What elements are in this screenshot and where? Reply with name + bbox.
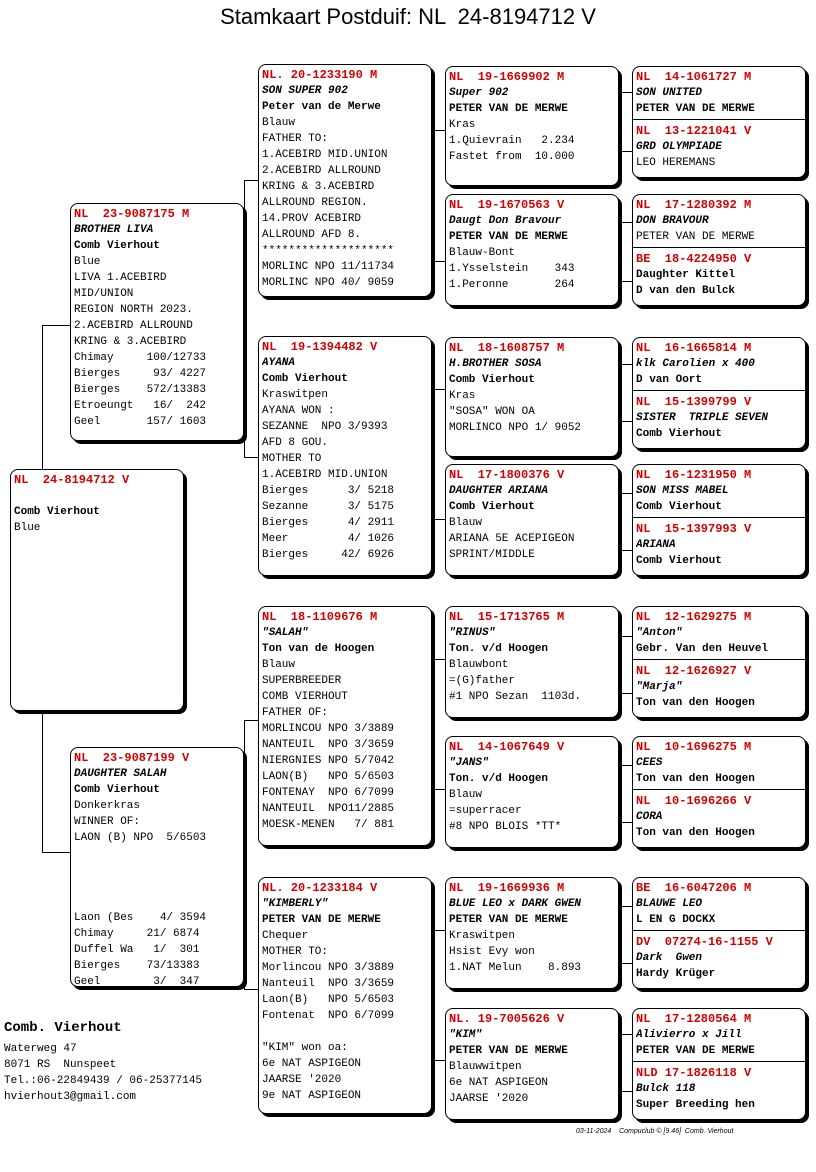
- info-line: MORLINCOU NPO 3/3889: [262, 723, 395, 735]
- owner: Comb Vierhout: [449, 501, 535, 513]
- info-line: 9e NAT ASPIGEON: [262, 1090, 362, 1102]
- info-line: Duffel Wa 1/ 301: [74, 944, 200, 956]
- info-line: WINNER OF:: [74, 816, 141, 828]
- pigeon-name: "Anton": [636, 627, 683, 639]
- info-line: Chequer: [262, 930, 309, 942]
- divider: [633, 390, 806, 391]
- info-line: 1.Peronne 264: [449, 279, 575, 291]
- owner: PETER VAN DE MERWE: [636, 231, 755, 243]
- owner: Comb Vierhout: [74, 784, 160, 796]
- divider: [633, 659, 806, 660]
- info-line: Chimay 21/ 6874: [74, 928, 200, 940]
- owner: Comb Vierhout: [262, 373, 348, 385]
- info-line: JAARSE '2020: [262, 1074, 342, 1086]
- pigeon-name: Dark Gwen: [636, 952, 703, 964]
- info-line: ARIANA 5E ACEPIGEON: [449, 533, 575, 545]
- info-line: KRING & 3.ACEBIRD: [262, 181, 375, 193]
- spacer-line: [14, 488, 183, 504]
- info-line: SUPERBREEDER: [262, 675, 342, 687]
- owner: Peter van de Merwe: [262, 101, 381, 113]
- info-line: Bierges 73/13383: [74, 960, 200, 972]
- ring-number: NL 23-9087175 M: [74, 207, 190, 221]
- info-line: Blauw: [449, 517, 483, 529]
- divider: [633, 1061, 806, 1062]
- breeder-name: Comb. Vierhout: [4, 1020, 122, 1036]
- info-line: Bierges 572/13383: [74, 384, 207, 396]
- ring-number: NL. 20-1233190 M: [262, 68, 378, 82]
- info-line: ALLROUND AFD 8.: [262, 229, 362, 241]
- info-line: AYANA WON :: [262, 405, 335, 417]
- info-line: [74, 894, 243, 910]
- ring-number: NL 14-1061727 M: [636, 70, 752, 84]
- owner: Ton. v/d Hoogen: [449, 643, 549, 655]
- info-line: ********************: [262, 245, 395, 257]
- subject-pigeon-card: [10, 469, 184, 711]
- ring-number: NL 12-1626927 V: [636, 664, 752, 678]
- ring-number: NL 13-1221041 V: [636, 124, 752, 138]
- info-line: 1.Ysselstein 343: [449, 263, 575, 275]
- sss-card: [445, 66, 619, 186]
- info-line: =(G)father: [449, 675, 516, 687]
- info-line: Sezanne 3/ 5175: [262, 501, 395, 513]
- info-line: LAON(B) NPO 5/6503: [262, 771, 395, 783]
- owner: PETER VAN DE MERWE: [449, 231, 568, 243]
- pigeon-name: Super 902: [449, 87, 509, 99]
- owner: L EN G DOCKX: [636, 914, 716, 926]
- ring-number: NLD 17-1826118 V: [636, 1066, 752, 1080]
- pigeon-name: Alivierro x Jill: [636, 1029, 742, 1041]
- pigeon-name: "Marja": [636, 681, 683, 693]
- pigeon-name: SISTER TRIPLE SEVEN: [636, 412, 769, 424]
- owner: PETER VAN DE MERWE: [636, 103, 755, 115]
- info-line: Laon(B) NPO 5/6503: [262, 994, 395, 1006]
- owner: Ton van den Hoogen: [636, 697, 755, 709]
- pigeon-name: "RINUS": [449, 627, 496, 639]
- pigeon-name: SON UNITED: [636, 87, 703, 99]
- ring-number: NL 10-1696275 M: [636, 740, 752, 754]
- ring-number: NL 15-1399799 V: [636, 395, 752, 409]
- owner: Ton van den Hoogen: [636, 827, 755, 839]
- owner: Gebr. Van den Heuvel: [636, 643, 769, 655]
- pigeon-name: CEES: [636, 757, 663, 769]
- info-line: Kraswitpen: [262, 389, 329, 401]
- ring-number: NL 17-1280392 M: [636, 198, 752, 212]
- color: Blue: [14, 522, 41, 534]
- pigeon-name: Bulck 118: [636, 1083, 696, 1095]
- pigeon-name: SON SUPER 902: [262, 85, 348, 97]
- info-line: Laon (Bes 4/ 3594: [74, 912, 207, 924]
- info-line: 6e NAT ASPIGEON: [262, 1058, 362, 1070]
- info-line: 6e NAT ASPIGEON: [449, 1077, 549, 1089]
- info-line: MORLINC NPO 11/11734: [262, 261, 395, 273]
- gen4-pair-card: [632, 66, 806, 178]
- ring-number: NL 23-9087199 V: [74, 751, 190, 765]
- pigeon-name: DAUGHTER SALAH: [74, 768, 167, 780]
- info-line: [262, 1024, 431, 1040]
- owner: D van den Bulck: [636, 285, 736, 297]
- pigeon-name: klk Carolien x 400: [636, 358, 755, 370]
- info-line: Bierges 42/ 6926: [262, 549, 395, 561]
- pigeon-name: AYANA: [262, 357, 296, 369]
- info-line: MORLINC NPO 40/ 9059: [262, 277, 395, 289]
- pigeon-name: BROTHER LIVA: [74, 224, 154, 236]
- info-line: JAARSE '2020: [449, 1093, 529, 1105]
- info-line: 1.ACEBIRD MID.UNION: [262, 149, 388, 161]
- owner: PETER VAN DE MERWE: [262, 914, 381, 926]
- owner: PETER VAN DE MERWE: [449, 914, 568, 926]
- info-line: "SOSA" WON OA: [449, 406, 535, 418]
- divider: [633, 930, 806, 931]
- ring-number: NL 19-1669936 M: [449, 881, 565, 895]
- info-line: 2.ACEBIRD ALLROUND: [74, 320, 193, 332]
- info-line: COMB VIERHOUT: [262, 691, 348, 703]
- info-line: Bierges 3/ 5218: [262, 485, 395, 497]
- pigeon-name: "JANS": [449, 757, 489, 769]
- ring-number: NL. 20-1233184 V: [262, 881, 378, 895]
- owner: PETER VAN DE MERWE: [449, 103, 568, 115]
- ring-number: NL 19-1670563 V: [449, 198, 565, 212]
- ring-number: NL 17-1280564 M: [636, 1012, 752, 1026]
- owner: Comb Vierhout: [636, 555, 722, 567]
- ring-number: NL 16-1665814 M: [636, 341, 752, 355]
- info-line: ALLROUND REGION.: [262, 197, 368, 209]
- info-line: LAON (B) NPO 5/6503: [74, 832, 207, 844]
- info-line: Blauw: [449, 789, 483, 801]
- info-line: REGION NORTH 2023.: [74, 304, 193, 316]
- info-line: #1 NPO Sezan 1103d.: [449, 691, 582, 703]
- info-line: MOTHER TO:: [262, 946, 329, 958]
- ring-number: NL 17-1800376 V: [449, 468, 565, 482]
- ring-number: NL 15-1713765 M: [449, 610, 565, 624]
- info-line: 1.NAT Melun 8.893: [449, 962, 582, 974]
- info-line: [74, 846, 243, 862]
- dam-sire-card: [258, 606, 432, 846]
- pigeon-name: "KIM": [449, 1029, 483, 1041]
- email: hvierhout3@gmail.com: [4, 1091, 137, 1103]
- info-line: KRING & 3.ACEBIRD: [74, 336, 187, 348]
- print-credit: 03-11-2024 Compuclub © [9.46] Comb. Vierhout: [576, 1128, 734, 1135]
- info-line: #8 NPO BLOIS *TT*: [449, 821, 562, 833]
- owner: D van Oort: [636, 374, 703, 386]
- info-line: [74, 878, 243, 894]
- info-line: NANTEUIL NPO 3/3659: [262, 739, 395, 751]
- owner: Hardy Krüger: [636, 968, 716, 980]
- info-line: MORLINCO NPO 1/ 9052: [449, 422, 582, 434]
- info-line: SPRINT/MIDDLE: [449, 549, 535, 561]
- owner: PETER VAN DE MERWE: [636, 1045, 755, 1057]
- ring-number: NL 24-8194712 V: [14, 473, 130, 487]
- info-line: "KIM" won oa:: [262, 1042, 348, 1054]
- gen4-pair-card: [632, 337, 806, 449]
- owner: Ton van den Hoogen: [636, 773, 755, 785]
- ring-number: NL 12-1629275 M: [636, 610, 752, 624]
- info-line: FATHER TO:: [262, 133, 329, 145]
- info-line: Geel 157/ 1603: [74, 416, 207, 428]
- ring-number: NL. 19-7005626 V: [449, 1012, 565, 1026]
- owner: LEO HEREMANS: [636, 157, 716, 169]
- owner: Super Breeding hen: [636, 1099, 755, 1111]
- info-line: Blauw: [262, 659, 296, 671]
- info-line: 1.ACEBIRD MID.UNION: [262, 469, 388, 481]
- info-line: [74, 862, 243, 878]
- owner: Comb Vierhout: [74, 240, 160, 252]
- ring-number: NL 16-1231950 M: [636, 468, 752, 482]
- info-line: Kras: [449, 390, 476, 402]
- ring-number: BE 16-6047206 M: [636, 881, 752, 895]
- info-line: Fontenat NPO 6/7099: [262, 1010, 395, 1022]
- ring-number: NL 19-1394482 V: [262, 340, 378, 354]
- pigeon-name: Daugt Don Bravour: [449, 215, 562, 227]
- info-line: =superracer: [449, 805, 522, 817]
- pigeon-name: ARIANA: [636, 539, 676, 551]
- gen4-pair-card: [632, 877, 806, 989]
- dds-card: [445, 877, 619, 989]
- ssd-card: [445, 194, 619, 306]
- info-line: AFD 8 GOU.: [262, 437, 329, 449]
- sire-card: [70, 203, 244, 441]
- info-line: 2.ACEBIRD ALLROUND: [262, 165, 381, 177]
- city: 8071 RS Nunspeet: [4, 1059, 117, 1071]
- info-line: Nanteuil NPO 3/3659: [262, 978, 395, 990]
- phone: Tel.:06-22849439 / 06-25377145: [4, 1075, 203, 1087]
- info-line: Bierges 93/ 4227: [74, 368, 207, 380]
- dss-card: [445, 606, 619, 718]
- info-line: FATHER OF:: [262, 707, 329, 719]
- owner: Comb Vierhout: [449, 374, 535, 386]
- gen4-pair-card: [632, 194, 806, 306]
- pigeon-name: GRD OLYMPIADE: [636, 141, 722, 153]
- info-line: FONTENAY NPO 6/7099: [262, 787, 395, 799]
- dsd-card: [445, 736, 619, 848]
- sds-card: [445, 337, 619, 457]
- info-line: Blauw-Bont: [449, 247, 516, 259]
- info-line: Blauw: [262, 117, 296, 129]
- info-line: 1.Quievrain 2.234: [449, 135, 575, 147]
- sire-sire-card: [258, 64, 432, 297]
- info-line: Fastet from 10.000: [449, 151, 575, 163]
- gen4-pair-card: [632, 606, 806, 718]
- ring-number: NL 15-1397993 V: [636, 522, 752, 536]
- pigeon-name: BLUE LEO x DARK GWEN: [449, 898, 582, 910]
- info-line: Meer 4/ 1026: [262, 533, 395, 545]
- gen4-pair-card: [632, 1008, 806, 1120]
- info-line: MOTHER TO: [262, 453, 322, 465]
- info-line: Kras: [449, 119, 476, 131]
- info-line: SEZANNE NPO 3/9393: [262, 421, 388, 433]
- info-line: Bierges 4/ 2911: [262, 517, 395, 529]
- ddd-card: [445, 1008, 619, 1120]
- info-line: Blue: [74, 256, 101, 268]
- info-line: Kraswitpen: [449, 930, 516, 942]
- pigeon-name: "SALAH": [262, 627, 309, 639]
- divider: [633, 517, 806, 518]
- dam-dam-card: [258, 877, 432, 1114]
- ring-number: NL 18-1608757 M: [449, 341, 565, 355]
- info-line: NIERGNIES NPO 5/7042: [262, 755, 395, 767]
- pigeon-name: "KIMBERLY": [262, 898, 329, 910]
- info-line: Blauwwitpen: [449, 1061, 522, 1073]
- breeder-contact: [4, 1018, 202, 1105]
- owner: Ton van de Hoogen: [262, 643, 375, 655]
- gen4-pair-card: [632, 736, 806, 848]
- info-line: NANTEUIL NPO11/2885: [262, 803, 395, 815]
- pigeon-name: H.BROTHER SOSA: [449, 358, 542, 370]
- address: Waterweg 47: [4, 1043, 77, 1055]
- owner: Comb Vierhout: [636, 428, 722, 440]
- owner: PETER VAN DE MERWE: [449, 1045, 568, 1057]
- ring-number: BE 18-4224950 V: [636, 252, 752, 266]
- divider: [633, 247, 806, 248]
- owner: Comb Vierhout: [636, 501, 722, 513]
- pigeon-name: DAUGHTER ARIANA: [449, 485, 549, 497]
- divider: [633, 119, 806, 120]
- page-title: Stamkaart Postduif: NL 24-8194712 V: [220, 4, 596, 29]
- info-line: LIVA 1.ACEBIRD: [74, 272, 167, 284]
- ring-number: NL 18-1109676 M: [262, 610, 378, 624]
- info-line: MOESK-MENEN 7/ 881: [262, 819, 395, 831]
- info-line: Etroeungt 16/ 242: [74, 400, 207, 412]
- pigeon-name: CORA: [636, 811, 663, 823]
- ring-number: NL 19-1669902 M: [449, 70, 565, 84]
- info-line: MID/UNION: [74, 288, 134, 300]
- info-line: Donkerkras: [74, 800, 141, 812]
- ring-number: NL 10-1696266 V: [636, 794, 752, 808]
- pigeon-name: SON MISS MABEL: [636, 485, 729, 497]
- ring-number: NL 14-1067649 V: [449, 740, 565, 754]
- owner: Comb Vierhout: [14, 506, 100, 518]
- owner: Ton. v/d Hoogen: [449, 773, 549, 785]
- info-line: 14.PROV ACEBIRD: [262, 213, 362, 225]
- pigeon-name: Daughter Kittel: [636, 269, 736, 281]
- dam-card: [70, 747, 244, 987]
- sdd-card: [445, 464, 619, 576]
- ring-number: DV 07274-16-1155 V: [636, 935, 773, 949]
- divider: [633, 789, 806, 790]
- pigeon-name: BLAUWE LEO: [636, 898, 703, 910]
- info-line: Blauwbont: [449, 659, 509, 671]
- sire-dam-card: [258, 336, 432, 576]
- pigeon-name: DON BRAVOUR: [636, 215, 709, 227]
- info-line: Chimay 100/12733: [74, 352, 207, 364]
- gen4-pair-card: [632, 464, 806, 576]
- info-line: Geel 3/ 347: [74, 976, 200, 987]
- info-line: Morlincou NPO 3/3889: [262, 962, 395, 974]
- info-line: Hsist Evy won: [449, 946, 535, 958]
